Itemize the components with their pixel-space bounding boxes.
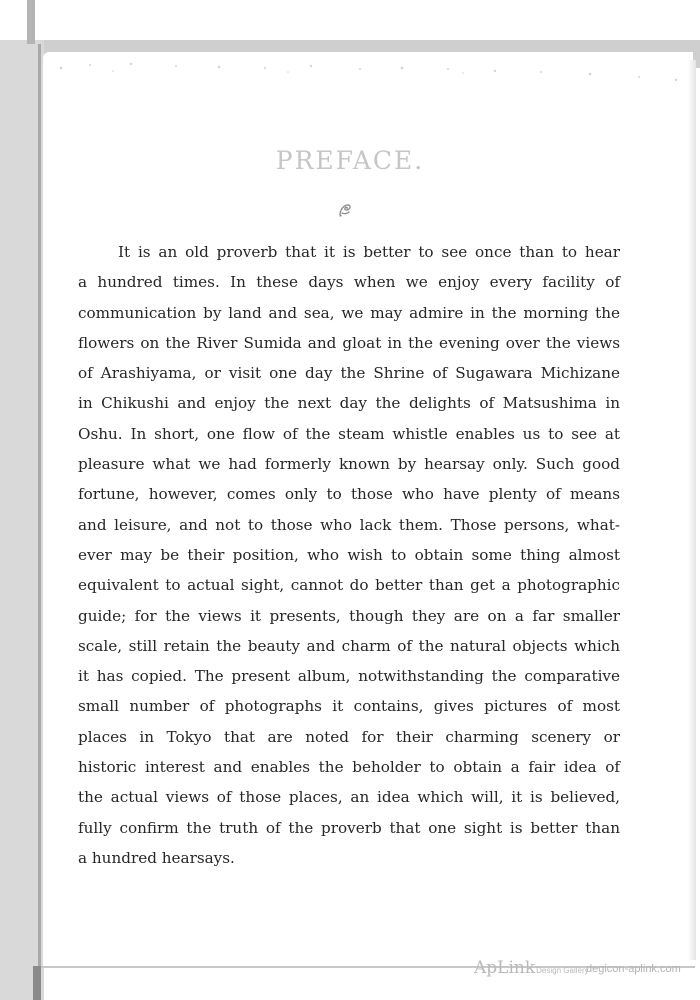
- text-line: scale, still retain the beauty and charm of the natural objects which: [78, 636, 620, 655]
- text-line: fully confirm the truth of the proverb that one sight is better than: [78, 818, 620, 837]
- scan-top-margin: [0, 0, 700, 44]
- watermark-brand-sub: Design Gallery: [536, 966, 589, 975]
- text-line: places in Tokyo that are noted for their charming scenery or: [78, 727, 620, 746]
- text-line: small number of photographs it contains, gives pictures of most: [78, 697, 620, 716]
- text-line: the actual views of those places, an idea which will, it is believed,: [78, 788, 620, 807]
- page-title: PREFACE.: [275, 146, 425, 175]
- text-line: guide; for the views it presents, though they are on a far smaller: [78, 606, 620, 625]
- watermark-url: degicon-aplink.com: [586, 963, 681, 975]
- binding-edge-top: [27, 0, 35, 44]
- preface-paragraph: [78, 237, 620, 873]
- text-line: and leisure, and not to those who lack them. Those persons, what-: [78, 515, 620, 534]
- text-line: Oshu. In short, one flow of the steam whistle enables us to see at: [78, 424, 620, 443]
- fleuron-icon: [337, 202, 353, 218]
- text-line: equivalent to actual sight, cannot do better than get a photographic: [78, 576, 620, 595]
- text-line: in Chikushi and enjoy the next day the delights of Matsushima in: [78, 394, 620, 413]
- watermark-brand: ApLink: [474, 958, 536, 978]
- text-line: historic interest and enables the beholder to obtain a fair idea of: [78, 758, 620, 777]
- text-line: communication by land and sea, we may admire in the morning the: [78, 303, 620, 322]
- text-line: flowers on the River Sumida and gloat in the evening over the views: [78, 333, 620, 352]
- binding-edge-bottom: [33, 966, 41, 1000]
- text-line: It is an old proverb that it is better to see once than to hear: [118, 243, 620, 261]
- text-line: fortune, however, comes only to those who have plenty of means: [78, 485, 620, 504]
- text-line: pleasure what we had formerly known by hearsay only. Such good: [78, 455, 620, 474]
- text-line: it has copied. The present album, notwithstanding the comparative: [78, 667, 620, 686]
- torn-paper-edge: [43, 44, 693, 96]
- text-line: ever may be their position, who wish to obtain some thing almost: [78, 545, 620, 564]
- page-left-edge: [38, 44, 41, 974]
- text-line: a hundred times. In these days when we enjoy every facility of: [78, 273, 620, 292]
- text-line: a hundred hearsays.: [78, 848, 235, 867]
- watermark-logo: [474, 958, 589, 978]
- page-right-edge: [688, 60, 696, 960]
- text-line: of Arashiyama, or visit one day the Shrine of Sugawara Michizane: [78, 364, 620, 383]
